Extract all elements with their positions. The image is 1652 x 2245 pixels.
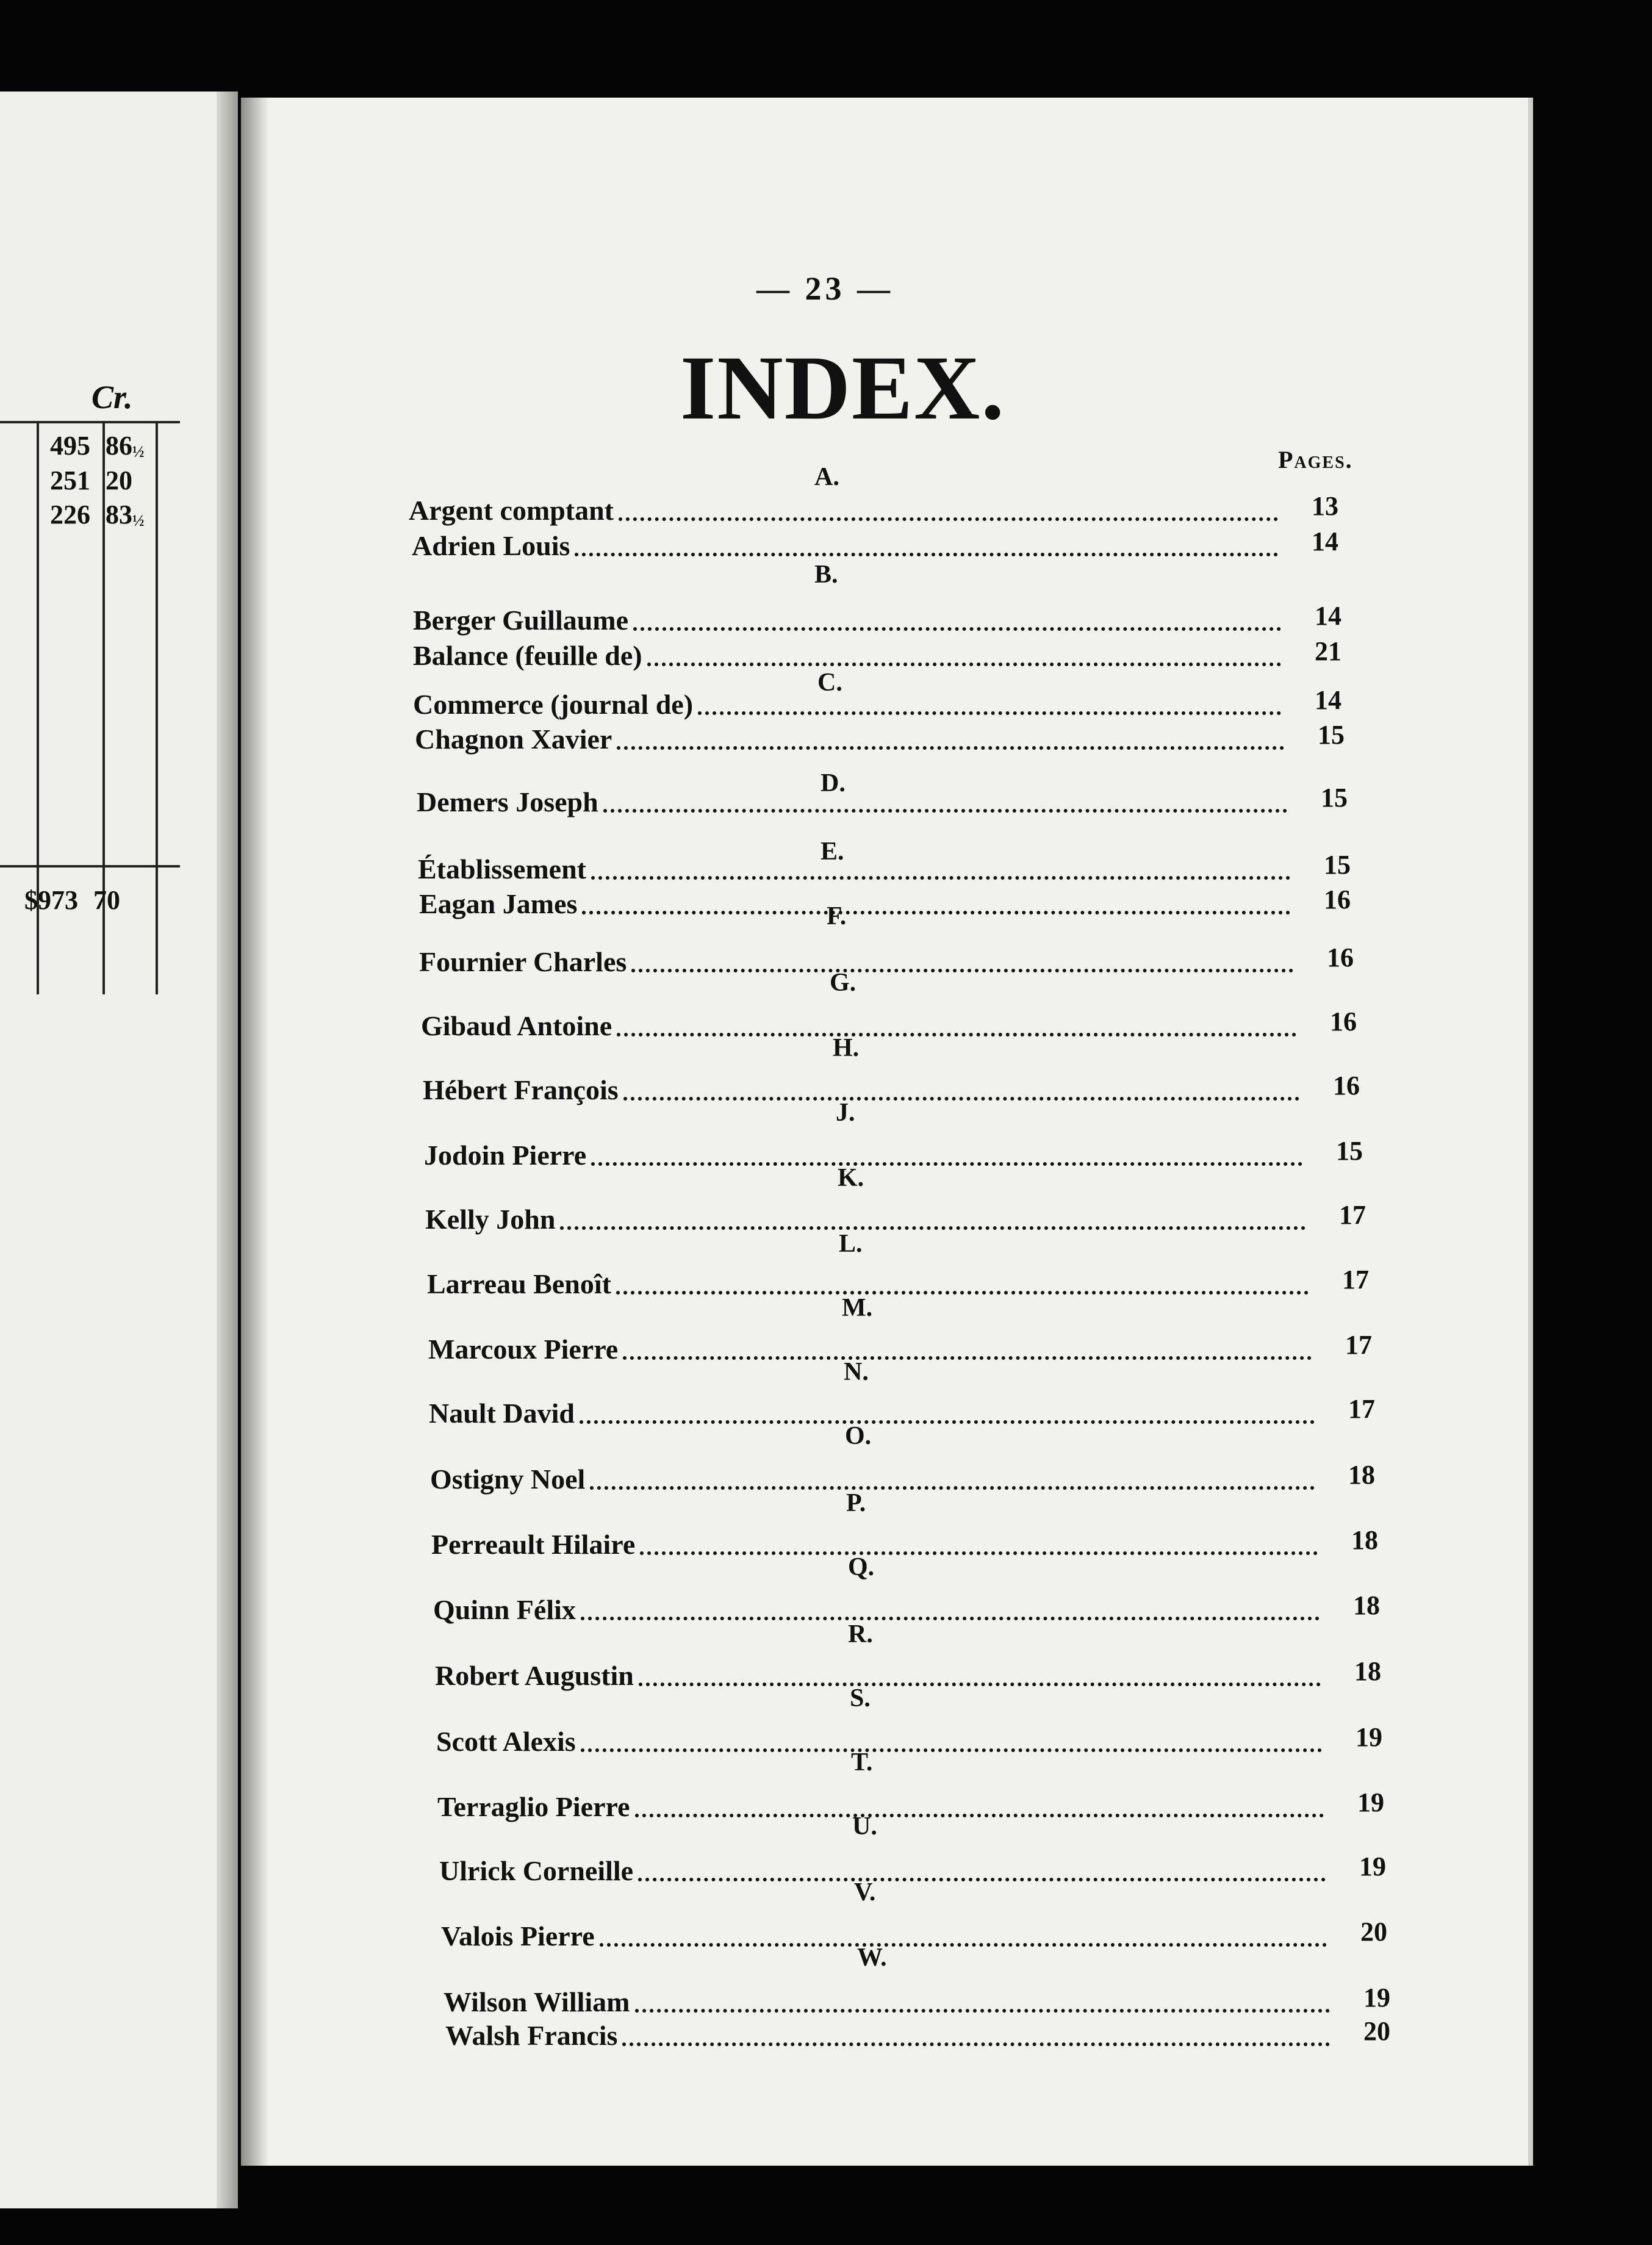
index-entry-page: 20 <box>1363 2016 1390 2046</box>
dot-leader <box>617 742 1284 750</box>
section-letter: N. <box>844 1358 869 1386</box>
dot-leader <box>575 549 1278 556</box>
dot-leader <box>640 1548 1318 1555</box>
index-entry-name: Marcoux Pierre <box>428 1334 619 1365</box>
amount-row <box>50 430 145 461</box>
index-entry-name: Larreau Benoît <box>427 1268 611 1299</box>
index-entry-page: 14 <box>1315 601 1341 631</box>
index-entry-name: Wilson William <box>444 1986 630 2017</box>
index-entry-page: 16 <box>1324 885 1351 914</box>
dot-leader <box>590 1482 1315 1490</box>
index-entry-page: 20 <box>1360 1917 1387 1947</box>
index-entry-name: Établissement <box>418 853 586 885</box>
credit-label: Cr. <box>92 379 133 415</box>
index-entry-name: Hébert François <box>423 1074 619 1105</box>
dot-leader <box>638 1874 1326 1881</box>
index-entry-page: 17 <box>1342 1265 1369 1295</box>
section-letter: V. <box>854 1878 876 1906</box>
dot-leader <box>560 1223 1305 1230</box>
index-entry-name: Quinn Félix <box>433 1594 576 1625</box>
dot-leader <box>623 1352 1312 1360</box>
index-entry-page: 19 <box>1357 1787 1384 1817</box>
index-entry-name: Scott Alexis <box>436 1726 576 1757</box>
index-entry-name: Demers Joseph <box>417 786 598 817</box>
section-letter: D. <box>821 769 846 797</box>
dot-leader <box>635 2005 1330 2013</box>
total-row <box>24 885 120 916</box>
section-letter: F. <box>827 902 847 930</box>
amount-cents: 86 <box>106 431 132 461</box>
index-entry-page: 16 <box>1327 943 1354 972</box>
index-entry-name: Terraglio Pierre <box>437 1791 630 1822</box>
dot-leader <box>616 1287 1309 1295</box>
dot-leader <box>617 1029 1296 1036</box>
index-entry-page: 18 <box>1353 1590 1380 1620</box>
index-entry-name: Berger Guillaume <box>413 605 629 636</box>
dot-leader <box>698 708 1281 715</box>
index-entry-page: 19 <box>1359 1852 1386 1881</box>
index-entry-name: Robert Augustin <box>435 1660 634 1691</box>
index-entry-page: 21 <box>1315 636 1341 666</box>
index-entry-name: Ulrick Corneille <box>439 1855 634 1886</box>
index-entry-page: 15 <box>1324 850 1351 880</box>
index-entry-name: Commerce (journal de) <box>413 689 694 720</box>
page-title: INDEX. <box>680 337 1005 439</box>
index-entry-name: Valois Pierre <box>441 1920 595 1952</box>
index-entry-page: 17 <box>1348 1394 1375 1424</box>
column-rule-right <box>156 421 158 994</box>
column-rule-top <box>0 421 180 423</box>
dot-leader <box>580 1417 1315 1424</box>
index-entry-name: Chagnon Xavier <box>415 724 612 755</box>
index-entry-name: Adrien Louis <box>412 530 570 561</box>
amount-dollars: 226 <box>50 500 90 530</box>
section-letter: J. <box>836 1099 855 1127</box>
index-entry-page: 15 <box>1336 1136 1363 1166</box>
section-letter: E. <box>821 838 844 866</box>
index-entry-page: 14 <box>1312 526 1338 556</box>
index-entry-page: 19 <box>1363 1983 1390 2013</box>
index-page <box>241 98 1533 2166</box>
section-letter: K. <box>838 1164 864 1192</box>
amount-fraction: ½ <box>132 443 145 461</box>
section-letter: G. <box>830 969 857 997</box>
amount-dollars: 251 <box>50 465 90 495</box>
index-entry-name: Kelly John <box>425 1204 556 1235</box>
index-entry-page: 14 <box>1315 685 1341 715</box>
total-dollars: $973 <box>24 885 78 915</box>
index-entry-name: Ostigny Noel <box>430 1464 586 1495</box>
index-entry-page: 16 <box>1330 1007 1357 1036</box>
index-entry-name: Argent comptant <box>409 495 614 526</box>
pages-column-header: Pages. <box>1278 446 1353 473</box>
section-letter: T. <box>851 1748 873 1776</box>
dot-leader <box>603 805 1287 813</box>
page-gutter <box>217 92 238 2208</box>
dot-leader <box>633 623 1281 631</box>
page-number: — 23 — <box>756 270 894 307</box>
page-gutter-shade <box>241 98 268 2166</box>
section-letter: Q. <box>848 1553 875 1581</box>
index-entry-page: 17 <box>1339 1200 1366 1230</box>
amount-row <box>50 465 132 496</box>
index-entry-name: Gibaud Antoine <box>421 1010 612 1041</box>
index-entry-name: Eagan James <box>419 888 578 919</box>
index-entry-name: Nault David <box>429 1398 575 1429</box>
dot-leader <box>600 1939 1327 1947</box>
amount-dollars: 495 <box>50 431 90 461</box>
index-entry-page: 18 <box>1351 1525 1378 1555</box>
dot-leader <box>591 872 1290 880</box>
total-cents: 70 <box>93 885 120 915</box>
index-entry-page: 15 <box>1318 720 1345 750</box>
dot-leader <box>631 965 1293 972</box>
amount-cents: 20 <box>106 465 132 495</box>
index-entry-page: 19 <box>1356 1722 1382 1752</box>
section-letter: B. <box>814 561 838 589</box>
section-letter: P. <box>846 1489 866 1517</box>
index-entry-page: 13 <box>1312 491 1338 521</box>
section-letter: U. <box>852 1812 877 1841</box>
index-entry-name: Jodoin Pierre <box>424 1140 587 1171</box>
section-letter: C. <box>817 669 842 697</box>
dot-leader <box>581 1613 1320 1620</box>
dot-leader <box>581 1745 1322 1752</box>
amount-fraction: ½ <box>132 512 145 530</box>
index-entry-page: 16 <box>1333 1071 1360 1101</box>
index-entry-page: 15 <box>1321 783 1348 813</box>
dot-leader <box>619 514 1278 521</box>
index-entry-page: 18 <box>1354 1656 1381 1686</box>
dot-leader <box>647 659 1281 666</box>
dot-leader <box>623 1093 1299 1101</box>
amount-row <box>50 499 145 530</box>
section-letter: M. <box>842 1294 873 1322</box>
index-entry-page: 18 <box>1348 1460 1375 1490</box>
section-letter: R. <box>848 1620 873 1648</box>
section-letter: O. <box>845 1422 872 1450</box>
section-letter: L. <box>839 1230 863 1258</box>
amount-cents: 83 <box>106 500 132 530</box>
dot-leader <box>635 1810 1324 1817</box>
section-letter: S. <box>850 1684 871 1712</box>
dot-leader <box>591 1158 1302 1166</box>
dot-leader <box>582 907 1290 914</box>
index-entry-name: Walsh Francis <box>445 2020 618 2051</box>
dot-leader <box>622 2039 1330 2046</box>
total-rule <box>0 865 180 867</box>
index-entry-name: Perreault Hilaire <box>431 1529 636 1560</box>
index-entry-page: 17 <box>1345 1330 1372 1360</box>
left-facing-page <box>0 92 238 2208</box>
dot-leader <box>639 1679 1321 1686</box>
section-letter: A. <box>814 463 839 491</box>
index-entry-name: Balance (feuille de) <box>413 640 642 671</box>
index-entry-name: Fournier Charles <box>419 946 627 977</box>
section-letter: H. <box>833 1034 860 1062</box>
section-letter: W. <box>857 1944 887 1972</box>
